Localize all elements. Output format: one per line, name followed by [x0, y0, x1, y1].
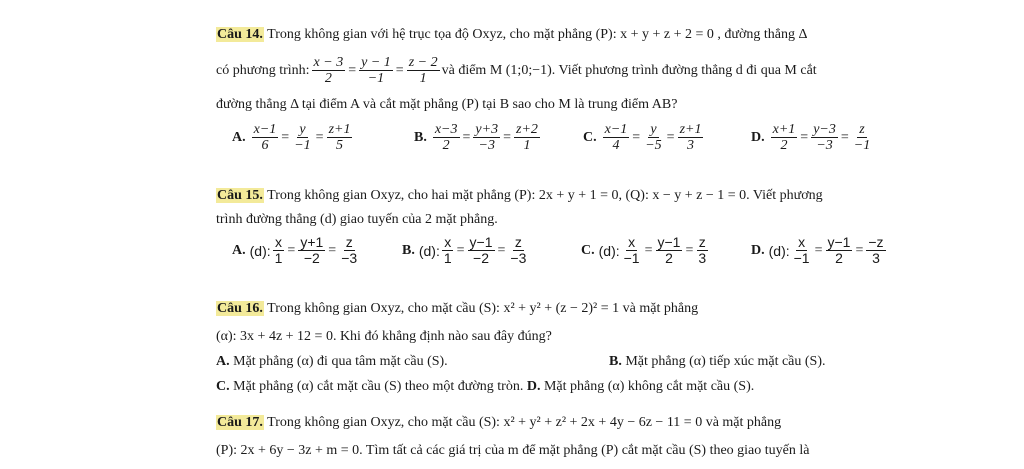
q15-option-b[interactable]: B. (d): $\frac{x}{1}$ = $\frac{y-1}{-2}$ = $\frac{z}{-3}$: [402, 234, 527, 266]
fraction: $\frac{x - 3}{2}$: [313, 55, 344, 86]
q15-number: Câu 15.: [217, 188, 263, 203]
q14-option-b[interactable]: B. $\frac{x-3}{2}$ = $\frac{y+3}{-3}$ = $\frac{z+2}{1}$: [414, 122, 538, 153]
q14-option-a[interactable]: A. $\frac{x-1}{6}$ = $\frac{y}{-1}$ = $\frac{z+1}{5}$: [232, 122, 351, 153]
q16-option-c[interactable]: C. Mặt phẳng (α) cắt mặt cầu (S) theo một đường tròn. D. Mặt phẳng (α) không cắt mặt cầu (S).: [216, 379, 755, 394]
q16-line2: (α): 3x + 4z + 12 = 0. Khi đó khẳng định nào sau đây đúng?: [216, 329, 552, 344]
q16-line1: Câu 16. Trong không gian Oxyz, cho mặt cầu (S): x² + y² + (z − 2)² = 1 và mặt phẳng: [217, 301, 699, 316]
q14-option-d[interactable]: D. $\frac{x+1}{2}$ = $\frac{y-3}{-3}$ = $\frac{z}{-1}$: [751, 122, 871, 153]
q14-number: Câu 14.: [217, 27, 263, 42]
q14-line2: có phương trình: $\frac{x - 3}{2}$ = $\frac{y - 1}{-1}$ = $\frac{z - 2}{1}$ và điểm M (1;0;−1). Viết phương trình đường thẳng d đi qua M cắt: [216, 55, 817, 86]
q15-option-c[interactable]: C. (d): $\frac{x}{-1}$ = $\frac{y-1}{2}$ = $\frac{z}{3}$: [581, 234, 707, 266]
fraction: $\frac{y - 1}{-1}$: [361, 55, 391, 86]
q16-number: Câu 16.: [217, 301, 263, 316]
q14-option-c[interactable]: C. $\frac{x-1}{4}$ = $\frac{y}{-5}$ = $\frac{z+1}{3}$: [583, 122, 702, 153]
q15-line2: trình đường thẳng (d) giao tuyến của 2 mặt phẳng.: [216, 212, 498, 227]
q14-line3: đường thẳng Δ tại điểm A và cắt mặt phẳng (P) tại B sao cho M là trung điểm AB?: [216, 97, 678, 112]
q15-line1: Câu 15. Trong không gian Oxyz, cho hai mặt phẳng (P): 2x + y + 1 = 0, (Q): x − y + z − 1 = 0. Viết phương: [217, 188, 823, 203]
q17-line2: (P): 2x + 6y − 3z + m = 0. Tìm tất cả các giá trị của m để mặt phẳng (P) cắt mặt cầu (S) theo giao tuyến là: [216, 443, 810, 458]
q16-option-b[interactable]: B. Mặt phẳng (α) tiếp xúc mặt cầu (S).: [609, 354, 826, 369]
q17-number: Câu 17.: [217, 415, 263, 430]
q15-option-a[interactable]: A. (d): $\frac{x}{1}$ = $\frac{y+1}{-2}$ = $\frac{z}{-3}$: [232, 234, 358, 266]
q15-option-d[interactable]: D. (d): $\frac{x}{-1}$ = $\frac{y-1}{2}$ = $\frac{-z}{3}$: [751, 234, 884, 266]
fraction: $\frac{z - 2}{1}$: [408, 55, 438, 86]
q17-line1: Câu 17. Trong không gian Oxyz, cho mặt cầu (S): x² + y² + z² + 2x + 4y − 6z − 11 = 0 và mặt phẳng: [217, 415, 782, 430]
q14-line1: Câu 14. Trong không gian với hệ trục tọa độ Oxyz, cho mặt phẳng (P): x + y + z + 2 = 0 , đường thẳng Δ: [217, 27, 808, 42]
q16-option-a[interactable]: A. Mặt phẳng (α) đi qua tâm mặt cầu (S).: [216, 354, 448, 369]
